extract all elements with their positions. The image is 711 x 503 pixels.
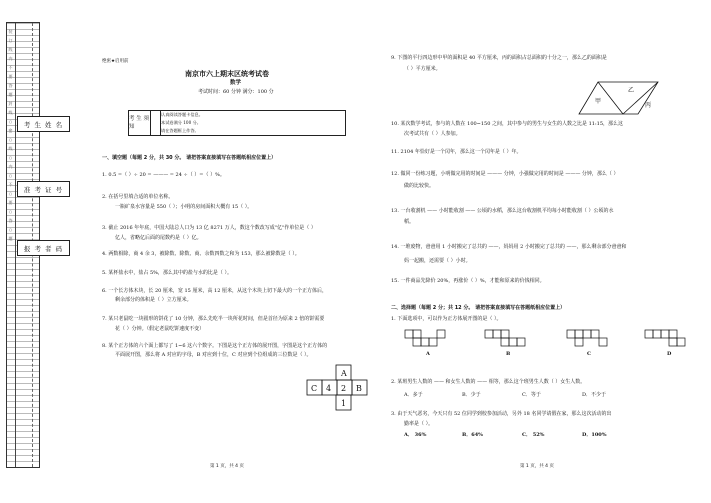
option-C-label[interactable]: C [587,351,591,357]
exam-meta: 考试时间：60 分钟 满分：100 分 [198,89,274,95]
confidential-badge: 绝密★启用前 [102,59,129,64]
question-10-line2: 次考试共有（ ）人参加。 [404,131,461,137]
question-7: 7. 某只老鼠吃一块圆形的饼花了 10 分钟，那么先吃半一块所花时间，但是首径为原来 2 倍的饼需要 [102,316,325,322]
option-D-label[interactable]: D [667,351,672,357]
net-face-2: 2 [341,384,347,393]
option-D-net [644,329,694,353]
notice-row: 认真阅读答题卡信息。 [161,112,203,117]
exam-number-box[interactable]: 准 考 证 号 [17,181,70,197]
net-face-1: 1 [341,399,347,408]
option-A-net [404,329,454,353]
option-B-net [484,329,534,353]
q2-option-A[interactable]: A．多于 [404,392,423,398]
question-8-line2: 平面展开图，那么将 A 对应的字母，B 对应到十位，C 对应到个位组成的三位数是（ ）。 [115,352,312,358]
question-12: 12. 做同一份练习题，小明做完用的时间是 ——— 分钟，小强做完用的时间是 ——— 分钟，那么（ ） [391,171,619,177]
q2-option-B[interactable]: B．少于 [462,392,481,398]
question-15: 15. 一件商品先降价 20%，再涨价（ ）%，才能和原来的价钱相同。 [391,278,545,284]
question-8: 8. 某个正方体的六个面上都写了 1~6 这六个数字。下图是这个正方体的展开图，字图是这个正方体的 [102,343,328,349]
page-title: 南京市六上期末区统考试卷 [185,69,269,78]
parallelogram-figure [578,81,660,115]
registration-code-box[interactable]: 报 考 者 码 [17,240,70,256]
region-bing-label: 丙 [645,102,652,109]
candidate-name-box[interactable]: 考 生 姓 名 [17,116,70,132]
choice-question-3: 3. 由于天气恶劣，今天只有 52 位同学到校参加活动，另外 18 名同学请假在家，那么这次活动的出 [391,411,612,417]
question-10: 10. 某次数学考试，参与的人数在 100~150 之间，其中参与的男生与女生的人数之比是 11:15，那么这 [391,121,623,127]
question-9-line2: （ ）平方厘米。 [404,66,441,72]
question-11: 11. 2104 年恰好是一个闰年，那么这一个闰年是（ ）年。 [391,149,522,155]
subject-label: 数学 [230,80,242,86]
question-4: 4. 两数相除，商 4 余 3，被除数、除数、商、余数四数之和为 153，那么被除数是（ ）。 [102,251,300,257]
notice-row: 请在答题框上作答。 [161,128,199,133]
question-9: 9. 下图的平行四边形中甲的面积是 40 平方厘米，丙的面积占总面积的十分之一，那么乙的面积是 [391,55,607,61]
option-A-label[interactable]: A [426,351,430,357]
region-jia-label: 甲 [595,98,602,105]
seal-text: 装 订 线 内 不 要 答 题 封 线 ○ 密 ○ 线 ○ 内 ○ 不 ○ 要 ○ 答 ○ 题 [8,29,13,241]
question-12-line2: 做的比较快。 [404,183,435,189]
notice-table [128,110,346,136]
q3-option-A[interactable]: A． 36% [404,432,427,438]
net-face-B: B [356,384,362,393]
section-fill-in-heading: 一、填空题（每题 2 分，共 30 分。 请把答案直接填写在答题纸相应位置上） [102,155,277,161]
question-14-line2: 妈一起搬，还需要（ ）小时。 [404,258,471,264]
question-1: 1. 0.5 =（ ）÷ 20 = ——— = 24 ÷（ ）=（ ）%。 [102,172,225,178]
q2-option-D[interactable]: D．不少于 [582,392,607,398]
net-face-A: A [341,369,347,378]
q3-option-B[interactable]: B．64% [462,432,483,438]
q3-option-D[interactable]: D．100% [582,432,607,438]
section-choice-heading: 二、选择题（每题 2 分；共 12 分。 请把答案直接填写在答题纸相应位置上） [391,305,566,311]
notice-heading: 考 生 须 知 [129,111,151,135]
right-page-footer: 第 1 页，共 4 页 [520,464,554,469]
left-page-footer: 第 1 页，共 4 页 [210,464,244,469]
question-3-line2: 亿人，省略亿后面的尾数约是（ ）亿。 [115,235,202,241]
question-5: 5. 某杯盐水中，盐占 5%，那么其中的盐与水的比是（ ）。 [102,270,232,276]
question-14: 14. 一堆废物，爸爸用 1 小时搬完了总共的 ——，妈妈用 2 小时搬完了总共的 ——，那么剩余部分爸爸和 [391,244,627,250]
question-13-line2: 稻。 [404,219,415,225]
notice-row: 本试卷满分 100 分。 [161,120,201,125]
question-3: 3. 截止 2016 年年底，中国大陆总人口为 13 亿 8271 万人，数这个数改写成"亿"作单位是（ ） [102,225,316,231]
option-B-label[interactable]: B [506,351,511,357]
question-2-line2: 一瓶矿泉水容量是 550（ ）；小明的房间面积大概有 15（ ）。 [115,204,253,210]
choice-question-2: 2. 某班男生人数的 —— 和女生人数的 —— 相等，那么这个班男生人数（ ）女生人数。 [391,379,586,385]
choice-question-1: 1. 下面选项中，可以作为正方体展开图的是（ ）。 [391,316,502,322]
question-2: 2. 在括号里填合适的单位名称。 [102,194,174,200]
question-13: 13. 一台收割机 —— 小时能收割 —— 公顷的水稻，那么这台收割机平均每小时能收割（ ）公顷的水 [391,208,614,214]
question-7-line2: 花（ ）分钟。（假定老鼠吃饼速度不变） [115,326,205,332]
option-C-net [566,329,616,353]
q3-option-C[interactable]: C． 52% [522,432,545,438]
choice-question-3-line2: 勤率是（ ）。 [404,421,434,427]
question-6-line2: 剩余部分的体积是（ ）立方厘米。 [115,297,192,303]
net-face-4: 4 [326,384,332,393]
q2-option-C[interactable]: C．等于 [522,392,541,398]
region-yi-label: 乙 [628,87,635,94]
question-6: 6. 一个长方体木块，长 20 厘米，宽 15 厘米，高 12 厘米，从这个木块上切下最大的一个正方体后， [102,288,327,294]
net-face-C: C [311,384,318,393]
